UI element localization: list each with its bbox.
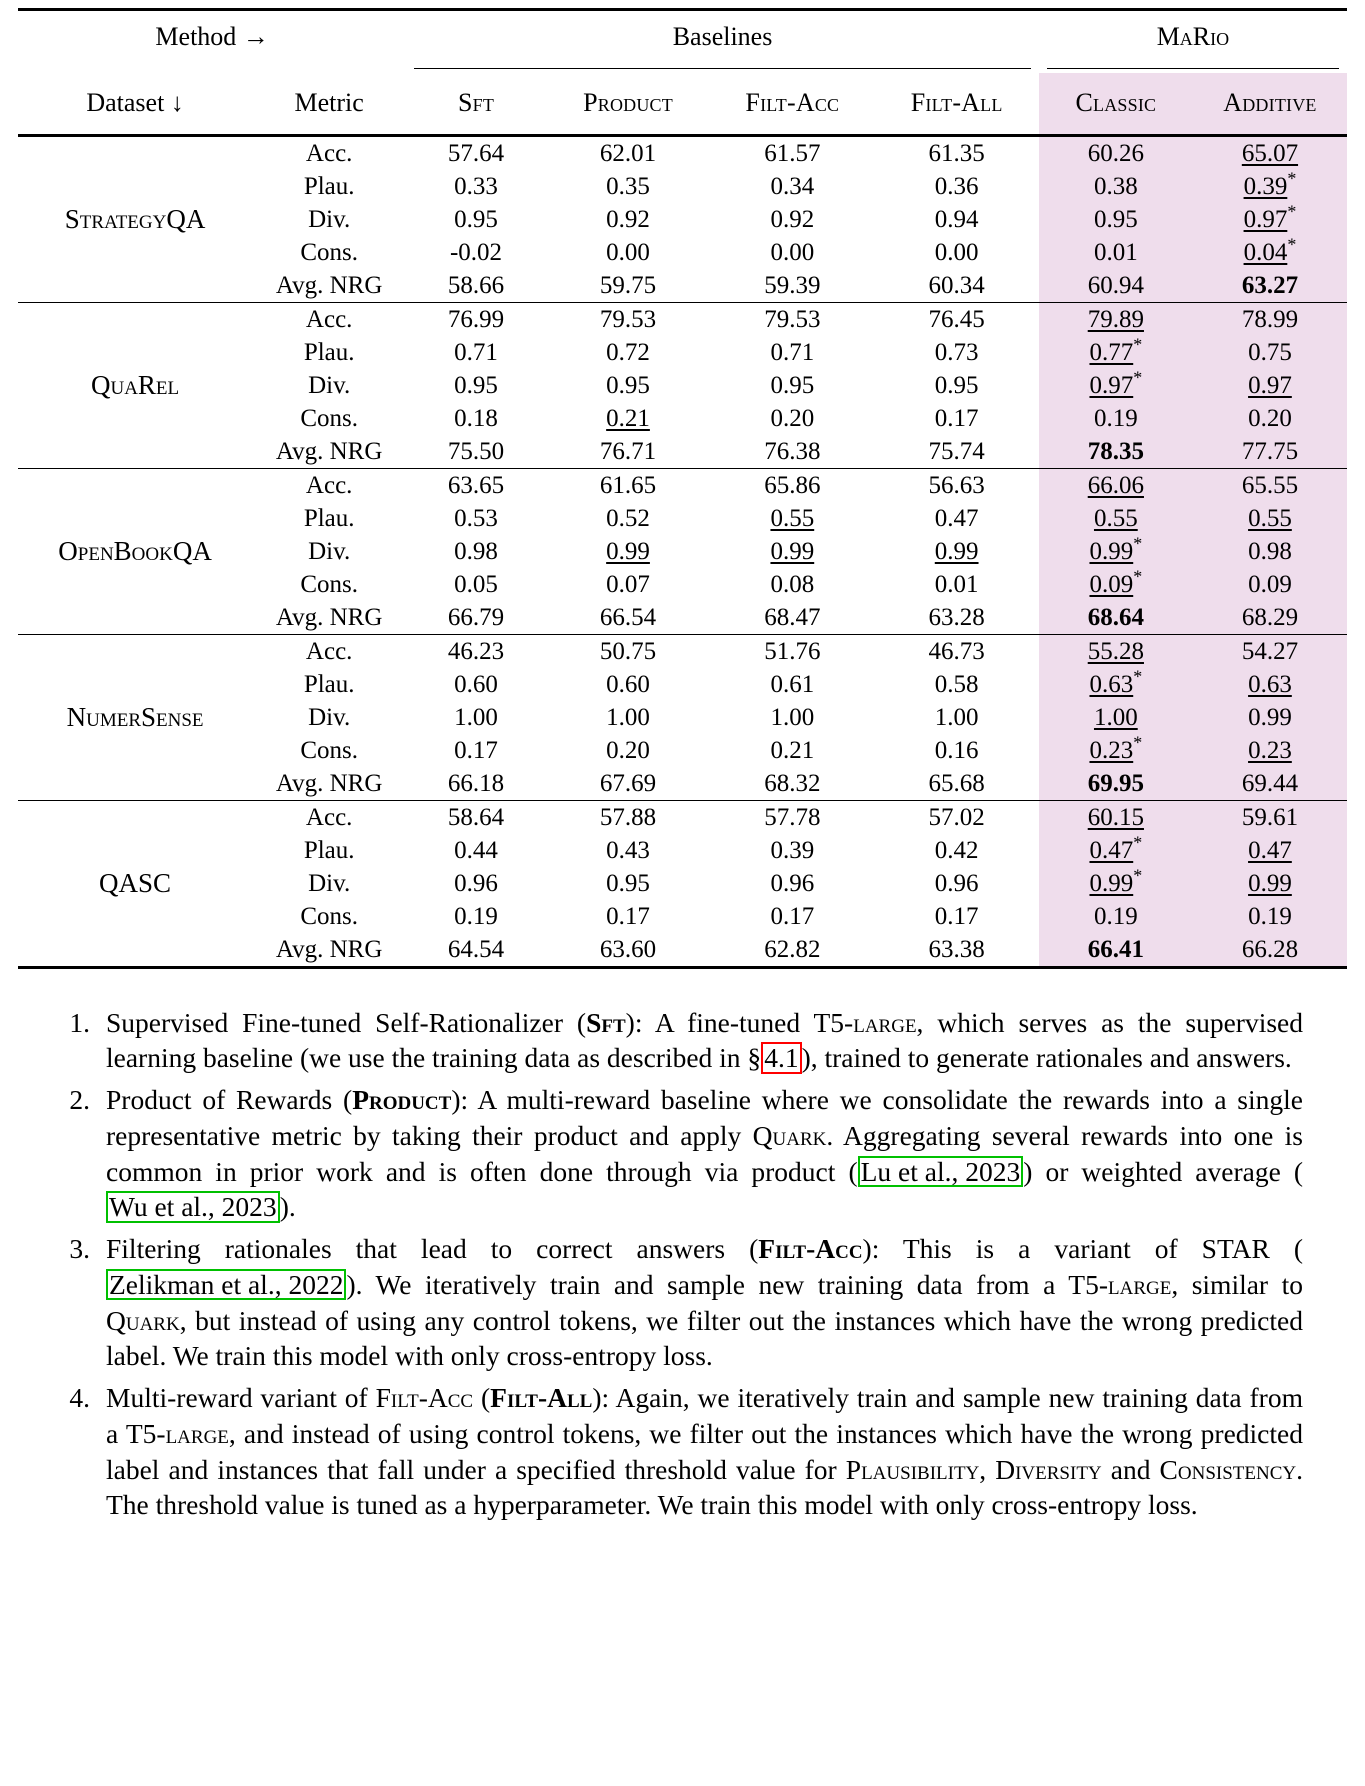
cell-product: 59.75 bbox=[599, 271, 657, 299]
cell-product: 0.20 bbox=[606, 736, 650, 764]
metric-label: Cons. bbox=[300, 736, 358, 764]
cell-classic: 0.95 bbox=[1039, 203, 1193, 236]
group-rule-baselines bbox=[406, 63, 1039, 73]
metric-label: Acc. bbox=[252, 135, 406, 170]
small-caps-text: Quark bbox=[752, 1119, 827, 1151]
cell-additive: 69.44 bbox=[1193, 767, 1347, 801]
cell-filt_acc: 62.82 bbox=[764, 935, 821, 963]
metric-label: Cons. bbox=[300, 404, 358, 432]
column-header-filt-acc: Filt-Acc bbox=[745, 88, 840, 118]
bottom-rule-cell bbox=[18, 967, 1347, 971]
table-bottom-rule bbox=[18, 967, 1347, 971]
cell-sft: 75.50 bbox=[447, 437, 505, 465]
cell-filt_acc: 0.34 bbox=[770, 172, 815, 200]
cell-filt_acc: 68.47 bbox=[764, 603, 821, 631]
cell-classic: 0.38 bbox=[1039, 170, 1193, 203]
cell-filt_acc: 79.53 bbox=[710, 302, 874, 336]
cell-additive: 78.99 bbox=[1193, 302, 1347, 336]
small-caps-bold-text: Filt-All bbox=[490, 1382, 593, 1413]
cell-classic: 60.15 bbox=[1039, 800, 1193, 834]
cell-classic: 0.47* bbox=[1039, 834, 1193, 867]
cell-filt_all: 76.45 bbox=[874, 302, 1038, 336]
dataset-name-strategyqa: StrategyQA bbox=[18, 135, 252, 302]
column-header-classic: Classic bbox=[1039, 73, 1193, 135]
cell-product: 0.17 bbox=[606, 902, 650, 930]
text-run: and bbox=[1101, 1453, 1160, 1485]
metric-label: Div. bbox=[308, 205, 351, 233]
metric-label: Acc. bbox=[252, 800, 406, 834]
cell-product: 67.69 bbox=[599, 769, 657, 797]
small-caps-bold-text: Sft bbox=[586, 1006, 626, 1038]
small-caps-text: Diversity bbox=[995, 1453, 1102, 1485]
cell-classic: 0.63* bbox=[1039, 668, 1193, 701]
dataset-name-qasc: QASC bbox=[18, 800, 252, 967]
text-run: ( bbox=[1269, 1233, 1303, 1264]
citation-link-green[interactable]: Zelikman et al., 2022 bbox=[106, 1269, 346, 1301]
cell-sft: 0.98 bbox=[454, 537, 498, 565]
cell-classic: 66.06 bbox=[1039, 468, 1193, 502]
metric-label: Cons. bbox=[300, 238, 358, 266]
cell-filt_acc: 61.57 bbox=[710, 135, 874, 170]
cell-filt_all: 61.35 bbox=[874, 135, 1038, 170]
cell-classic: 0.09* bbox=[1039, 568, 1193, 601]
metric-label: Plau. bbox=[303, 670, 355, 698]
column-header-additive: Additive bbox=[1193, 73, 1347, 135]
small-caps-text: large bbox=[165, 1417, 229, 1449]
cell-classic: 78.35 bbox=[1039, 435, 1193, 469]
text-run: ): Again, we iteratively train and sample new training data from a T5- bbox=[106, 1382, 1303, 1449]
list-item-number: 1. bbox=[69, 1006, 90, 1038]
cell-filt_acc: 1.00 bbox=[770, 703, 815, 731]
cell-filt_acc: 65.86 bbox=[710, 468, 874, 502]
cell-filt_all: 0.47 bbox=[934, 504, 979, 532]
table-row bbox=[18, 135, 1347, 170]
group-label-mario: MaRio bbox=[1039, 10, 1347, 64]
cell-classic: 55.28 bbox=[1039, 634, 1193, 668]
cell-product: 0.92 bbox=[606, 205, 650, 233]
list-item-text bbox=[106, 1380, 1303, 1523]
small-caps-text: large bbox=[1108, 1268, 1172, 1300]
metric-label: Div. bbox=[308, 371, 351, 399]
cell-filt_acc: 57.78 bbox=[710, 800, 874, 834]
cell-classic: 68.64 bbox=[1039, 601, 1193, 635]
cell-additive: 0.39* bbox=[1193, 170, 1347, 203]
metric-label: Avg. NRG bbox=[275, 271, 383, 299]
list-item-text bbox=[106, 1231, 1303, 1374]
group-rule-mario bbox=[1039, 63, 1347, 73]
cell-sft: 0.71 bbox=[454, 338, 498, 366]
text-run: ): This is a variant of S bbox=[862, 1233, 1217, 1264]
cell-filt_all: 75.74 bbox=[928, 437, 985, 465]
cell-product: 66.54 bbox=[599, 603, 657, 631]
metric-label: Plau. bbox=[303, 504, 355, 532]
cell-additive: 63.27 bbox=[1193, 269, 1347, 303]
small-caps-bold-text: Product bbox=[352, 1084, 452, 1115]
cell-classic: 0.19 bbox=[1039, 900, 1193, 933]
metric-label: Div. bbox=[308, 703, 351, 731]
cell-product: 0.21 bbox=[606, 404, 650, 432]
list-item bbox=[62, 1380, 1303, 1523]
cell-filt_acc: 0.55 bbox=[770, 504, 815, 532]
metric-label: Div. bbox=[308, 869, 351, 897]
cell-filt_acc: 0.61 bbox=[770, 670, 815, 698]
text-run: ), trained to generate rationales and answers. bbox=[801, 1042, 1292, 1074]
cell-filt_all: 60.34 bbox=[928, 271, 985, 299]
cell-sft: 0.95 bbox=[454, 205, 498, 233]
text-run: , and instead of using control tokens, we filter out the instances which have the wrong predicted label and instances that fall under a specified threshold value for bbox=[106, 1417, 1303, 1485]
cell-filt_all: 0.96 bbox=[934, 869, 979, 897]
cell-sft: 46.23 bbox=[406, 634, 546, 668]
metric-label: Acc. bbox=[252, 634, 406, 668]
cell-filt_all: 63.38 bbox=[928, 935, 985, 963]
cell-classic: 79.89 bbox=[1039, 302, 1193, 336]
text-run: , bbox=[979, 1453, 996, 1485]
metric-label: Plau. bbox=[303, 836, 355, 864]
cell-classic: 66.41 bbox=[1039, 933, 1193, 968]
cell-product: 61.65 bbox=[546, 468, 710, 502]
cell-filt_all: 0.17 bbox=[934, 404, 979, 432]
cell-additive: 0.55 bbox=[1193, 502, 1347, 535]
cell-filt_acc: 0.92 bbox=[770, 205, 815, 233]
small-caps-bold-text: Filt-Acc bbox=[758, 1233, 863, 1264]
metric-header-label: Metric bbox=[294, 88, 364, 118]
metric-label: Avg. NRG bbox=[275, 935, 383, 963]
cell-filt_all: 0.42 bbox=[934, 836, 979, 864]
text-run: , which serves as the supervised learning baseline (we use the training data as described in § bbox=[106, 1006, 1303, 1074]
cell-product: 0.52 bbox=[606, 504, 650, 532]
list-item-number: 3. bbox=[69, 1233, 90, 1264]
cell-sft: 58.64 bbox=[406, 800, 546, 834]
cell-filt_all: 0.00 bbox=[934, 238, 979, 266]
cell-product: 0.99 bbox=[606, 537, 650, 565]
cell-sft: 66.79 bbox=[447, 603, 505, 631]
cell-filt_all: 0.36 bbox=[934, 172, 979, 200]
baseline-description-list bbox=[62, 1005, 1303, 1524]
list-item-number: 2. bbox=[69, 1084, 90, 1115]
small-caps-text: TAR bbox=[1216, 1233, 1270, 1264]
cell-sft: 0.96 bbox=[454, 869, 498, 897]
cell-product: 1.00 bbox=[606, 703, 650, 731]
cell-classic: 0.99* bbox=[1039, 535, 1193, 568]
text-run: . Aggregating several rewards into one is common in prior work and is often done through via product ( bbox=[106, 1119, 1303, 1187]
cell-filt_all: 0.58 bbox=[934, 670, 979, 698]
metric-label: Plau. bbox=[303, 172, 355, 200]
table-header-columns-row bbox=[18, 73, 1347, 135]
cell-additive: 0.04* bbox=[1193, 236, 1347, 269]
cell-additive: 0.23 bbox=[1193, 734, 1347, 767]
cell-filt_acc: 0.17 bbox=[770, 902, 815, 930]
cell-additive: 54.27 bbox=[1193, 634, 1347, 668]
cell-additive: 65.55 bbox=[1193, 468, 1347, 502]
text-run: ( bbox=[473, 1382, 491, 1413]
metric-label: Plau. bbox=[303, 338, 355, 366]
cell-additive: 0.19 bbox=[1193, 900, 1347, 933]
cell-product: 0.72 bbox=[606, 338, 650, 366]
spacer-cell bbox=[18, 63, 406, 73]
results-table bbox=[18, 8, 1347, 971]
text-run: ): A multi-reward baseline where we consolidate the rewards into a single representative metric by taking their product and apply bbox=[106, 1084, 1303, 1151]
table-row bbox=[18, 468, 1347, 502]
cell-product: 0.43 bbox=[606, 836, 650, 864]
cell-filt_acc: 51.76 bbox=[710, 634, 874, 668]
cell-filt_all: 0.94 bbox=[934, 205, 979, 233]
cell-filt_acc: 0.96 bbox=[770, 869, 815, 897]
text-run: Product of Rewards ( bbox=[106, 1084, 353, 1115]
cell-filt_acc: 0.21 bbox=[770, 736, 815, 764]
cell-filt_all: 0.01 bbox=[934, 570, 979, 598]
list-item-number: 4. bbox=[69, 1382, 90, 1413]
text-run: , but instead of using any control tokens, we filter out the instances which have the wrong predicted label. We train this model with only cross-entropy loss. bbox=[106, 1304, 1303, 1372]
cell-classic: 0.97* bbox=[1039, 369, 1193, 402]
cell-sft: 0.05 bbox=[454, 570, 498, 598]
cell-sft: 0.60 bbox=[454, 670, 498, 698]
list-item bbox=[62, 1082, 1303, 1225]
cell-additive: 0.99 bbox=[1193, 701, 1347, 734]
cell-classic: 0.23* bbox=[1039, 734, 1193, 767]
cell-product: 0.60 bbox=[606, 670, 650, 698]
cell-additive: 0.97 bbox=[1193, 369, 1347, 402]
method-arrow-label: Method → bbox=[18, 10, 406, 64]
cell-filt_acc: 68.32 bbox=[764, 769, 821, 797]
column-header-product: Product bbox=[583, 88, 673, 118]
cell-additive: 0.20 bbox=[1193, 402, 1347, 435]
cell-filt_all: 1.00 bbox=[934, 703, 979, 731]
small-caps-text: Quark bbox=[106, 1304, 180, 1336]
group-label-baselines: Baselines bbox=[406, 10, 1039, 64]
small-caps-text: large bbox=[853, 1006, 917, 1038]
small-caps-text: Plausibility bbox=[845, 1453, 980, 1485]
cell-filt_acc: 0.99 bbox=[770, 537, 815, 565]
cell-classic: 69.95 bbox=[1039, 767, 1193, 801]
cell-classic: 60.94 bbox=[1039, 269, 1193, 303]
table-row bbox=[18, 800, 1347, 834]
cell-filt_all: 56.63 bbox=[874, 468, 1038, 502]
cell-filt_acc: 0.20 bbox=[770, 404, 815, 432]
metric-label: Avg. NRG bbox=[275, 769, 383, 797]
cell-sft: 0.18 bbox=[454, 404, 498, 432]
cell-additive: 68.29 bbox=[1193, 601, 1347, 635]
cell-product: 0.95 bbox=[606, 371, 650, 399]
cell-additive: 65.07 bbox=[1193, 135, 1347, 170]
list-item-text bbox=[106, 1082, 1303, 1225]
cell-additive: 0.97* bbox=[1193, 203, 1347, 236]
cell-additive: 0.75 bbox=[1193, 336, 1347, 369]
metric-label: Acc. bbox=[252, 302, 406, 336]
cell-sft: 0.17 bbox=[454, 736, 498, 764]
cell-product: 79.53 bbox=[546, 302, 710, 336]
cell-classic: 0.01 bbox=[1039, 236, 1193, 269]
cell-filt_all: 63.28 bbox=[928, 603, 985, 631]
cell-additive: 0.47 bbox=[1193, 834, 1347, 867]
metric-label: Div. bbox=[308, 537, 351, 565]
table-group-rule-row bbox=[18, 63, 1347, 73]
list-item-text bbox=[106, 1005, 1303, 1077]
list-item bbox=[62, 1231, 1303, 1374]
dataset-arrow-label: Dataset ↓ bbox=[86, 88, 184, 118]
cell-sft: 64.54 bbox=[447, 935, 505, 963]
citation-link-red[interactable]: 4.1 bbox=[761, 1042, 801, 1074]
cell-sft: 57.64 bbox=[406, 135, 546, 170]
text-run: ) or weighted average ( bbox=[1023, 1155, 1303, 1187]
cell-filt_acc: 76.38 bbox=[764, 437, 821, 465]
cell-filt_all: 0.99 bbox=[934, 537, 979, 565]
cell-sft: 58.66 bbox=[447, 271, 505, 299]
text-run: Multi-reward variant of bbox=[106, 1382, 376, 1413]
cell-sft: 0.33 bbox=[454, 172, 498, 200]
cell-additive: 66.28 bbox=[1193, 933, 1347, 968]
cell-classic: 60.26 bbox=[1039, 135, 1193, 170]
text-run: ). We iteratively train and sample new training data from a T5- bbox=[346, 1268, 1108, 1300]
metric-label: Cons. bbox=[300, 570, 358, 598]
cell-filt_all: 0.73 bbox=[934, 338, 979, 366]
cell-filt_acc: 0.71 bbox=[770, 338, 815, 366]
table-row bbox=[18, 302, 1347, 336]
cell-classic: 0.19 bbox=[1039, 402, 1193, 435]
citation-link-green[interactable]: Wu et al., 2023 bbox=[106, 1191, 280, 1223]
cell-additive: 0.98 bbox=[1193, 535, 1347, 568]
cell-filt_acc: 59.39 bbox=[764, 271, 821, 299]
cell-classic: 0.55 bbox=[1039, 502, 1193, 535]
dataset-name-quarel: QuaRel bbox=[18, 302, 252, 468]
metric-label: Acc. bbox=[252, 468, 406, 502]
dataset-name-openbookqa: OpenBookQA bbox=[18, 468, 252, 634]
dataset-name-numersense: NumerSense bbox=[18, 634, 252, 800]
cell-product: 0.95 bbox=[606, 869, 650, 897]
metric-label: Avg. NRG bbox=[275, 437, 383, 465]
text-run: . The threshold value is tuned as a hyperparameter. We train this model with only cross-entropy loss. bbox=[106, 1453, 1303, 1521]
cell-product: 57.88 bbox=[546, 800, 710, 834]
cell-sft: 0.19 bbox=[454, 902, 498, 930]
cell-filt_acc: 0.00 bbox=[770, 238, 815, 266]
cell-sft: 0.95 bbox=[454, 371, 498, 399]
cell-sft: 66.18 bbox=[447, 769, 505, 797]
cell-classic: 1.00 bbox=[1039, 701, 1193, 734]
cell-filt_all: 46.73 bbox=[874, 634, 1038, 668]
cell-sft: 0.53 bbox=[454, 504, 498, 532]
cell-classic: 0.99* bbox=[1039, 867, 1193, 900]
text-run: , similar to bbox=[1171, 1268, 1303, 1300]
table-header-method-row bbox=[18, 10, 1347, 64]
cell-product: 76.71 bbox=[599, 437, 657, 465]
cell-product: 63.60 bbox=[599, 935, 657, 963]
cell-filt_all: 57.02 bbox=[874, 800, 1038, 834]
column-header-filt-all: Filt-All bbox=[910, 88, 1003, 118]
cell-product: 50.75 bbox=[546, 634, 710, 668]
cell-additive: 0.99 bbox=[1193, 867, 1347, 900]
cell-sft: 63.65 bbox=[406, 468, 546, 502]
column-header-sft: Sft bbox=[457, 88, 495, 118]
cell-additive: 59.61 bbox=[1193, 800, 1347, 834]
cell-product: 0.35 bbox=[606, 172, 650, 200]
cell-product: 0.00 bbox=[606, 238, 650, 266]
small-caps-text: Filt-Acc bbox=[375, 1382, 474, 1413]
small-caps-text: Consistency bbox=[1159, 1453, 1297, 1485]
cell-sft: 0.44 bbox=[454, 836, 498, 864]
text-run: Filtering rationales that lead to correct answers ( bbox=[106, 1233, 759, 1264]
table-row bbox=[18, 634, 1347, 668]
cell-product: 0.07 bbox=[606, 570, 650, 598]
text-run: ): A fine-tuned T5- bbox=[625, 1006, 854, 1038]
cell-sft: -0.02 bbox=[449, 238, 503, 266]
cell-sft: 76.99 bbox=[406, 302, 546, 336]
text-run: ). bbox=[279, 1191, 296, 1223]
metric-label: Avg. NRG bbox=[275, 603, 383, 631]
cell-filt_acc: 0.95 bbox=[770, 371, 815, 399]
list-item bbox=[62, 1005, 1303, 1077]
cell-filt_all: 0.17 bbox=[934, 902, 979, 930]
cell-additive: 0.09 bbox=[1193, 568, 1347, 601]
text-run: Supervised Fine-tuned Self-Rationalizer ( bbox=[106, 1006, 587, 1038]
cell-additive: 77.75 bbox=[1193, 435, 1347, 469]
cell-filt_all: 0.95 bbox=[934, 371, 979, 399]
cell-filt_all: 0.16 bbox=[934, 736, 979, 764]
cell-filt_all: 65.68 bbox=[928, 769, 985, 797]
cell-filt_acc: 0.39 bbox=[770, 836, 815, 864]
cell-sft: 1.00 bbox=[454, 703, 498, 731]
cell-additive: 0.63 bbox=[1193, 668, 1347, 701]
cell-filt_acc: 0.08 bbox=[770, 570, 815, 598]
cell-classic: 0.77* bbox=[1039, 336, 1193, 369]
metric-label: Cons. bbox=[300, 902, 358, 930]
cell-product: 62.01 bbox=[546, 135, 710, 170]
citation-link-green[interactable]: Lu et al., 2023 bbox=[858, 1156, 1024, 1188]
